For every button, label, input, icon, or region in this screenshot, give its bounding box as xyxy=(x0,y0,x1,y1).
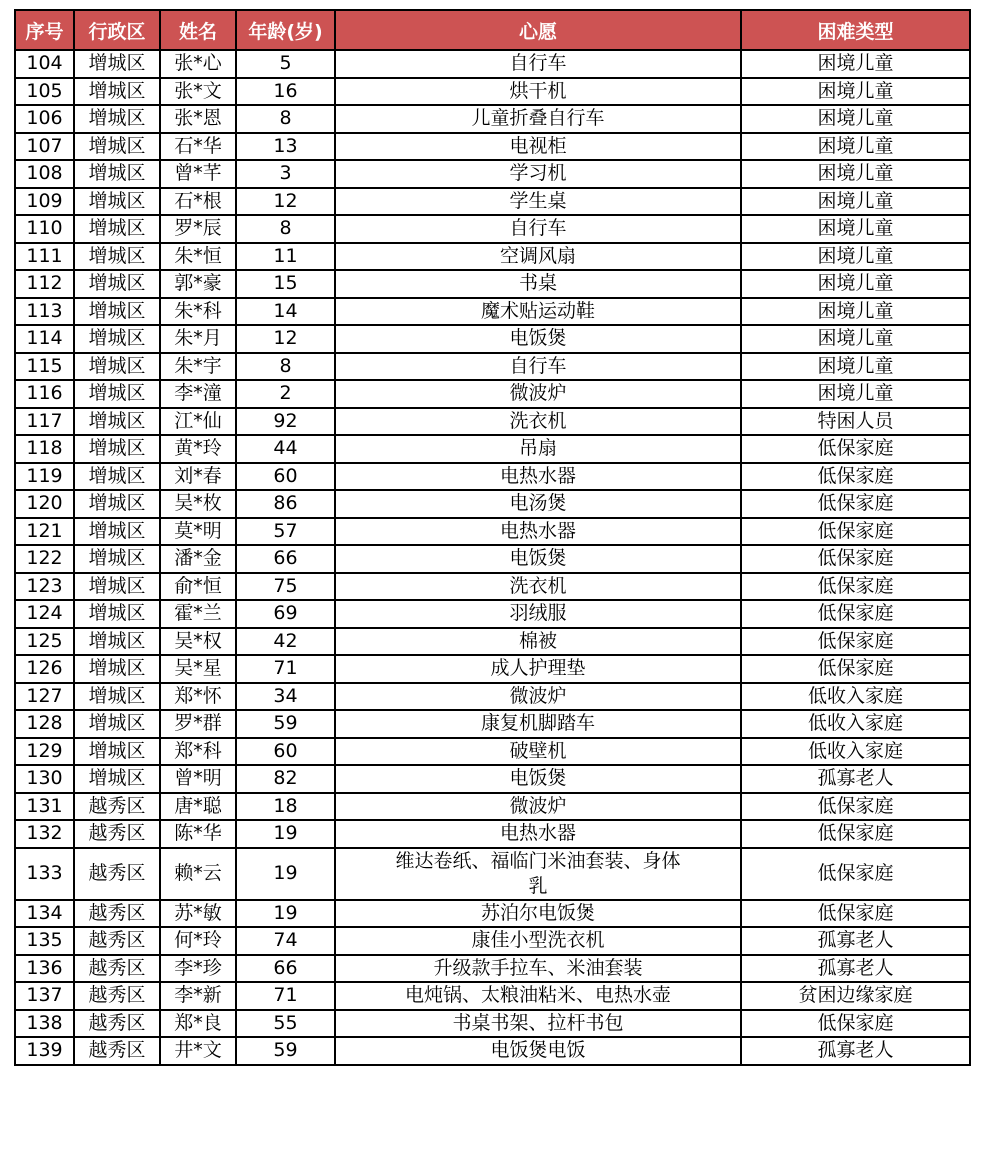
table-row xyxy=(15,50,970,78)
seq-cell: 104 xyxy=(15,50,74,78)
wish-text: 学习机 xyxy=(509,162,567,185)
table-row xyxy=(15,243,970,271)
seq-cell: 120 xyxy=(15,490,74,518)
category-cell: 贫困边缘家庭 xyxy=(741,982,970,1010)
table-row xyxy=(15,628,970,656)
seq-cell: 112 xyxy=(15,270,74,298)
age-cell: 71 xyxy=(236,655,335,683)
wish-cell xyxy=(335,765,741,793)
wish-text: 康佳小型洗衣机 xyxy=(471,929,605,952)
category-cell: 低保家庭 xyxy=(741,435,970,463)
wish-text: 吊扇 xyxy=(518,437,557,460)
wish-cell xyxy=(335,820,741,848)
wish-cell xyxy=(335,78,741,106)
district-cell: 越秀区 xyxy=(74,793,160,821)
district-cell: 增城区 xyxy=(74,463,160,491)
wish-cell xyxy=(335,243,741,271)
district-cell: 增城区 xyxy=(74,545,160,573)
wish-cell xyxy=(335,955,741,983)
district-cell: 越秀区 xyxy=(74,955,160,983)
wish-text: 电饭煲电饭 xyxy=(490,1039,586,1062)
wish-cell xyxy=(335,900,741,928)
district-cell: 增城区 xyxy=(74,683,160,711)
wish-cell xyxy=(335,380,741,408)
table-row xyxy=(15,545,970,573)
category-cell: 低保家庭 xyxy=(741,655,970,683)
wish-cell xyxy=(335,463,741,491)
wish-text: 烘干机 xyxy=(509,79,567,102)
wish-cell xyxy=(335,105,741,133)
age-cell: 82 xyxy=(236,765,335,793)
seq-cell: 124 xyxy=(15,600,74,628)
header-category: 困难类型 xyxy=(741,10,970,50)
wish-text: 书桌书架、拉杆书包 xyxy=(452,1011,624,1034)
table-row xyxy=(15,188,970,216)
wish-text: 洗衣机 xyxy=(509,574,567,597)
wish-text: 成人护理垫 xyxy=(490,657,586,680)
table-row xyxy=(15,133,970,161)
name-cell: 朱*宇 xyxy=(160,353,236,381)
name-cell: 李*珍 xyxy=(160,955,236,983)
category-cell: 低保家庭 xyxy=(741,600,970,628)
age-cell: 42 xyxy=(236,628,335,656)
seq-cell: 135 xyxy=(15,927,74,955)
district-cell: 增城区 xyxy=(74,710,160,738)
name-cell: 郑*科 xyxy=(160,738,236,766)
name-cell: 郑*良 xyxy=(160,1010,236,1038)
name-cell: 唐*聪 xyxy=(160,793,236,821)
age-cell: 55 xyxy=(236,1010,335,1038)
wish-cell xyxy=(335,1010,741,1038)
name-cell: 李*潼 xyxy=(160,380,236,408)
district-cell: 越秀区 xyxy=(74,927,160,955)
age-cell: 34 xyxy=(236,683,335,711)
seq-cell: 134 xyxy=(15,900,74,928)
category-cell: 低保家庭 xyxy=(741,1010,970,1038)
category-cell: 低保家庭 xyxy=(741,518,970,546)
age-cell: 8 xyxy=(236,215,335,243)
wish-cell xyxy=(335,408,741,436)
district-cell: 增城区 xyxy=(74,298,160,326)
table-row xyxy=(15,955,970,983)
seq-cell: 129 xyxy=(15,738,74,766)
wish-cell xyxy=(335,793,741,821)
seq-cell: 110 xyxy=(15,215,74,243)
category-cell: 特困人员 xyxy=(741,408,970,436)
seq-cell: 122 xyxy=(15,545,74,573)
name-cell: 俞*恒 xyxy=(160,573,236,601)
district-cell: 增城区 xyxy=(74,215,160,243)
table-row xyxy=(15,215,970,243)
age-cell: 19 xyxy=(236,848,335,900)
name-cell: 朱*月 xyxy=(160,325,236,353)
category-cell: 困境儿童 xyxy=(741,243,970,271)
seq-cell: 138 xyxy=(15,1010,74,1038)
district-cell: 增城区 xyxy=(74,78,160,106)
wish-cell xyxy=(335,325,741,353)
seq-cell: 106 xyxy=(15,105,74,133)
table-row xyxy=(15,463,970,491)
wish-cell xyxy=(335,353,741,381)
age-cell: 16 xyxy=(236,78,335,106)
age-cell: 8 xyxy=(236,105,335,133)
header-seq: 序号 xyxy=(15,10,74,50)
table-row xyxy=(15,353,970,381)
name-cell: 吴*枚 xyxy=(160,490,236,518)
district-cell: 增城区 xyxy=(74,105,160,133)
wish-cell xyxy=(335,573,741,601)
name-cell: 石*华 xyxy=(160,133,236,161)
table-row xyxy=(15,270,970,298)
wish-cell xyxy=(335,490,741,518)
wish-text: 电饭煲 xyxy=(509,327,567,350)
name-cell: 刘*春 xyxy=(160,463,236,491)
district-cell: 增城区 xyxy=(74,353,160,381)
district-cell: 越秀区 xyxy=(74,848,160,900)
category-cell: 困境儿童 xyxy=(741,270,970,298)
table-row xyxy=(15,325,970,353)
table-row xyxy=(15,683,970,711)
wish-cell xyxy=(335,600,741,628)
name-cell: 张*心 xyxy=(160,50,236,78)
age-cell: 92 xyxy=(236,408,335,436)
category-cell: 困境儿童 xyxy=(741,78,970,106)
seq-cell: 118 xyxy=(15,435,74,463)
wish-text: 学生桌 xyxy=(509,189,567,212)
seq-cell: 114 xyxy=(15,325,74,353)
seq-cell: 137 xyxy=(15,982,74,1010)
district-cell: 增城区 xyxy=(74,738,160,766)
seq-cell: 125 xyxy=(15,628,74,656)
age-cell: 5 xyxy=(236,50,335,78)
wish-text: 电饭煲 xyxy=(509,767,567,790)
table-row xyxy=(15,78,970,106)
table-row xyxy=(15,160,970,188)
wish-text: 破壁机 xyxy=(509,739,567,762)
age-cell: 75 xyxy=(236,573,335,601)
table-row xyxy=(15,820,970,848)
wish-cell xyxy=(335,738,741,766)
district-cell: 越秀区 xyxy=(74,1010,160,1038)
wish-text: 升级款手拉车、米油套装 xyxy=(433,956,643,979)
age-cell: 12 xyxy=(236,325,335,353)
seq-cell: 130 xyxy=(15,765,74,793)
table-row xyxy=(15,738,970,766)
district-cell: 增城区 xyxy=(74,628,160,656)
category-cell: 低保家庭 xyxy=(741,793,970,821)
wish-cell xyxy=(335,545,741,573)
age-cell: 14 xyxy=(236,298,335,326)
wish-text: 康复机脚踏车 xyxy=(480,712,595,735)
table-row xyxy=(15,408,970,436)
age-cell: 60 xyxy=(236,738,335,766)
table-row xyxy=(15,1037,970,1065)
age-cell: 69 xyxy=(236,600,335,628)
seq-cell: 105 xyxy=(15,78,74,106)
name-cell: 石*根 xyxy=(160,188,236,216)
wish-text: 书桌 xyxy=(518,272,557,295)
age-cell: 3 xyxy=(236,160,335,188)
age-cell: 8 xyxy=(236,353,335,381)
district-cell: 增城区 xyxy=(74,243,160,271)
name-cell: 罗*群 xyxy=(160,710,236,738)
name-cell: 苏*敏 xyxy=(160,900,236,928)
wish-cell xyxy=(335,50,741,78)
age-cell: 66 xyxy=(236,545,335,573)
wish-text: 苏泊尔电饭煲 xyxy=(480,901,595,924)
wish-text: 微波炉 xyxy=(509,684,567,707)
wish-text: 棉被 xyxy=(518,629,557,652)
header-age: 年龄(岁) xyxy=(236,10,335,50)
age-cell: 19 xyxy=(236,900,335,928)
table-row xyxy=(15,848,970,900)
seq-cell: 121 xyxy=(15,518,74,546)
category-cell: 困境儿童 xyxy=(741,325,970,353)
category-cell: 低收入家庭 xyxy=(741,710,970,738)
age-cell: 66 xyxy=(236,955,335,983)
seq-cell: 113 xyxy=(15,298,74,326)
wish-cell xyxy=(335,655,741,683)
wish-cell xyxy=(335,133,741,161)
wish-text: 电热水器 xyxy=(499,822,576,845)
category-cell: 低保家庭 xyxy=(741,545,970,573)
seq-cell: 111 xyxy=(15,243,74,271)
wish-text: 羽绒服 xyxy=(509,602,567,625)
district-cell: 越秀区 xyxy=(74,1037,160,1065)
category-cell: 低保家庭 xyxy=(741,628,970,656)
seq-cell: 133 xyxy=(15,848,74,900)
category-cell: 低保家庭 xyxy=(741,820,970,848)
district-cell: 增城区 xyxy=(74,655,160,683)
wish-text: 维达卷纸、福临门米油套装、身体乳 xyxy=(395,849,681,897)
table-row xyxy=(15,900,970,928)
wish-cell xyxy=(335,435,741,463)
wish-cell xyxy=(335,298,741,326)
age-cell: 44 xyxy=(236,435,335,463)
wish-text: 空调风扇 xyxy=(499,244,576,267)
wish-cell xyxy=(335,188,741,216)
table-row xyxy=(15,765,970,793)
name-cell: 郭*豪 xyxy=(160,270,236,298)
district-cell: 增城区 xyxy=(74,133,160,161)
category-cell: 低保家庭 xyxy=(741,573,970,601)
name-cell: 井*文 xyxy=(160,1037,236,1065)
wish-cell xyxy=(335,710,741,738)
age-cell: 12 xyxy=(236,188,335,216)
header-name: 姓名 xyxy=(160,10,236,50)
name-cell: 何*玲 xyxy=(160,927,236,955)
name-cell: 陈*华 xyxy=(160,820,236,848)
table-row xyxy=(15,105,970,133)
age-cell: 59 xyxy=(236,1037,335,1065)
district-cell: 越秀区 xyxy=(74,820,160,848)
table-row xyxy=(15,490,970,518)
category-cell: 困境儿童 xyxy=(741,215,970,243)
wish-text: 电汤煲 xyxy=(509,492,567,515)
name-cell: 曾*芊 xyxy=(160,160,236,188)
seq-cell: 116 xyxy=(15,380,74,408)
age-cell: 11 xyxy=(236,243,335,271)
category-cell: 低收入家庭 xyxy=(741,738,970,766)
seq-cell: 115 xyxy=(15,353,74,381)
seq-cell: 128 xyxy=(15,710,74,738)
seq-cell: 126 xyxy=(15,655,74,683)
district-cell: 增城区 xyxy=(74,408,160,436)
table-row xyxy=(15,380,970,408)
name-cell: 张*文 xyxy=(160,78,236,106)
name-cell: 潘*金 xyxy=(160,545,236,573)
seq-cell: 131 xyxy=(15,793,74,821)
wish-cell xyxy=(335,518,741,546)
wish-text: 魔术贴运动鞋 xyxy=(480,299,595,322)
wish-cell xyxy=(335,982,741,1010)
age-cell: 15 xyxy=(236,270,335,298)
district-cell: 越秀区 xyxy=(74,900,160,928)
header-row xyxy=(15,10,970,50)
table-row xyxy=(15,982,970,1010)
wish-text: 自行车 xyxy=(509,354,567,377)
name-cell: 罗*辰 xyxy=(160,215,236,243)
age-cell: 60 xyxy=(236,463,335,491)
district-cell: 增城区 xyxy=(74,325,160,353)
category-cell: 孤寡老人 xyxy=(741,765,970,793)
seq-cell: 119 xyxy=(15,463,74,491)
category-cell: 低保家庭 xyxy=(741,900,970,928)
table-row xyxy=(15,793,970,821)
wish-text: 洗衣机 xyxy=(509,409,567,432)
name-cell: 张*恩 xyxy=(160,105,236,133)
name-cell: 郑*怀 xyxy=(160,683,236,711)
wish-cell xyxy=(335,160,741,188)
wish-cell xyxy=(335,1037,741,1065)
header-district: 行政区 xyxy=(74,10,160,50)
seq-cell: 123 xyxy=(15,573,74,601)
name-cell: 黄*玲 xyxy=(160,435,236,463)
category-cell: 孤寡老人 xyxy=(741,1037,970,1065)
table-row xyxy=(15,518,970,546)
age-cell: 71 xyxy=(236,982,335,1010)
seq-cell: 139 xyxy=(15,1037,74,1065)
name-cell: 朱*科 xyxy=(160,298,236,326)
wish-text: 自行车 xyxy=(509,217,567,240)
district-cell: 增城区 xyxy=(74,188,160,216)
wish-text: 自行车 xyxy=(509,52,567,75)
table-row xyxy=(15,710,970,738)
name-cell: 曾*明 xyxy=(160,765,236,793)
category-cell: 低保家庭 xyxy=(741,490,970,518)
district-cell: 增城区 xyxy=(74,380,160,408)
age-cell: 86 xyxy=(236,490,335,518)
wish-cell xyxy=(335,927,741,955)
category-cell: 困境儿童 xyxy=(741,133,970,161)
name-cell: 莫*明 xyxy=(160,518,236,546)
wish-text: 电饭煲 xyxy=(509,547,567,570)
age-cell: 57 xyxy=(236,518,335,546)
district-cell: 增城区 xyxy=(74,600,160,628)
wish-cell xyxy=(335,270,741,298)
wish-text: 电热水器 xyxy=(499,519,576,542)
header-wish: 心愿 xyxy=(335,10,741,50)
category-cell: 困境儿童 xyxy=(741,188,970,216)
wish-text: 微波炉 xyxy=(509,794,567,817)
table-row xyxy=(15,298,970,326)
category-cell: 孤寡老人 xyxy=(741,927,970,955)
wish-text: 电视柜 xyxy=(509,134,567,157)
name-cell: 吴*权 xyxy=(160,628,236,656)
wish-cell xyxy=(335,683,741,711)
seq-cell: 132 xyxy=(15,820,74,848)
age-cell: 13 xyxy=(236,133,335,161)
district-cell: 增城区 xyxy=(74,573,160,601)
seq-cell: 136 xyxy=(15,955,74,983)
wish-list-table xyxy=(14,9,971,1066)
table-row xyxy=(15,1010,970,1038)
age-cell: 18 xyxy=(236,793,335,821)
category-cell: 困境儿童 xyxy=(741,160,970,188)
district-cell: 增城区 xyxy=(74,765,160,793)
name-cell: 江*仙 xyxy=(160,408,236,436)
district-cell: 增城区 xyxy=(74,435,160,463)
wish-cell xyxy=(335,848,741,900)
wish-text: 电热水器 xyxy=(499,464,576,487)
category-cell: 困境儿童 xyxy=(741,105,970,133)
district-cell: 增城区 xyxy=(74,270,160,298)
table-row xyxy=(15,600,970,628)
district-cell: 增城区 xyxy=(74,50,160,78)
table-row xyxy=(15,573,970,601)
category-cell: 低保家庭 xyxy=(741,463,970,491)
table-row xyxy=(15,655,970,683)
district-cell: 增城区 xyxy=(74,160,160,188)
seq-cell: 108 xyxy=(15,160,74,188)
category-cell: 低收入家庭 xyxy=(741,683,970,711)
name-cell: 吴*星 xyxy=(160,655,236,683)
name-cell: 霍*兰 xyxy=(160,600,236,628)
age-cell: 2 xyxy=(236,380,335,408)
category-cell: 困境儿童 xyxy=(741,50,970,78)
name-cell: 赖*云 xyxy=(160,848,236,900)
category-cell: 孤寡老人 xyxy=(741,955,970,983)
age-cell: 59 xyxy=(236,710,335,738)
seq-cell: 127 xyxy=(15,683,74,711)
wish-text: 儿童折叠自行车 xyxy=(471,107,605,130)
category-cell: 困境儿童 xyxy=(741,353,970,381)
category-cell: 低保家庭 xyxy=(741,848,970,900)
wish-text: 电炖锅、太粮油粘米、电热水壶 xyxy=(404,984,671,1007)
district-cell: 增城区 xyxy=(74,490,160,518)
age-cell: 19 xyxy=(236,820,335,848)
name-cell: 李*新 xyxy=(160,982,236,1010)
seq-cell: 117 xyxy=(15,408,74,436)
seq-cell: 107 xyxy=(15,133,74,161)
category-cell: 困境儿童 xyxy=(741,380,970,408)
wish-cell xyxy=(335,215,741,243)
seq-cell: 109 xyxy=(15,188,74,216)
district-cell: 增城区 xyxy=(74,518,160,546)
age-cell: 74 xyxy=(236,927,335,955)
wish-cell xyxy=(335,628,741,656)
table-row xyxy=(15,435,970,463)
district-cell: 越秀区 xyxy=(74,982,160,1010)
category-cell: 困境儿童 xyxy=(741,298,970,326)
table-row xyxy=(15,927,970,955)
name-cell: 朱*恒 xyxy=(160,243,236,271)
wish-text: 微波炉 xyxy=(509,382,567,405)
